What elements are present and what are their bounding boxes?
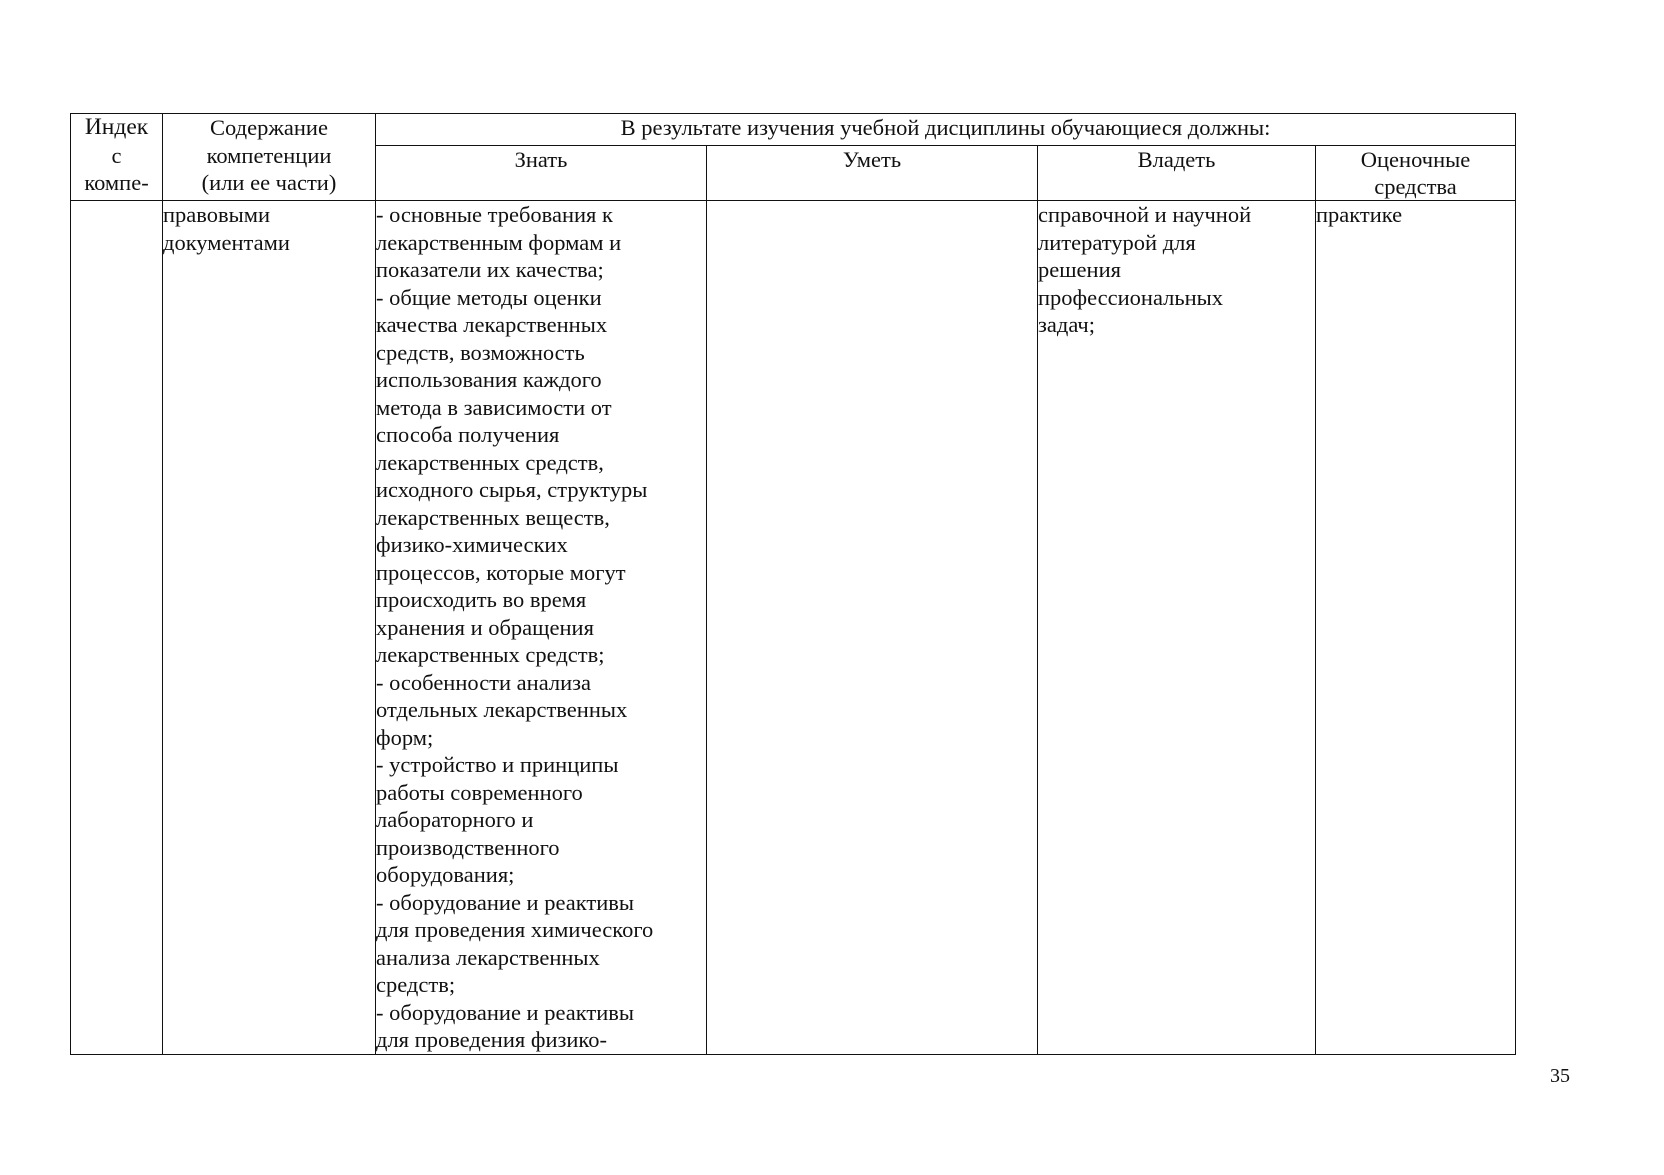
header-possess: Владеть: [1038, 146, 1316, 201]
know-line: лекарственных средств;: [376, 642, 605, 667]
possess-line: справочной и научной: [1038, 202, 1252, 227]
know-line: - особенности анализа: [376, 669, 592, 695]
know-line: производственного: [376, 834, 560, 860]
cell-can: [707, 201, 1038, 1055]
know-line: для проведения физико-: [376, 1027, 607, 1052]
know-line: средств, возможность: [376, 339, 585, 365]
know-line: средств;: [376, 972, 456, 997]
know-line: способа получения: [376, 422, 560, 447]
header-index-line: компе-: [84, 170, 149, 195]
header-index-line: с: [111, 142, 122, 168]
table-header-row: [71, 114, 1516, 146]
know-line: использования каждого: [376, 367, 602, 392]
header-assessment-tools: [1316, 146, 1516, 201]
know-line: форм;: [376, 724, 434, 750]
possess-line: литературой для: [1038, 229, 1196, 255]
header-content-line: (или ее части): [201, 170, 337, 195]
know-line: хранения и обращения: [376, 614, 594, 640]
know-line: лекарственных средств,: [376, 449, 604, 475]
know-line: исходного сырья, структуры: [376, 477, 648, 502]
know-line: показатели их качества;: [376, 257, 604, 282]
know-line: - устройство и принципы: [376, 752, 619, 777]
header-tools-line: средства: [1374, 174, 1457, 199]
header-learning-outcomes: В результате изучения учебной дисциплины обучающиеся должны:: [376, 114, 1516, 146]
possess-line: решения: [1038, 257, 1121, 282]
header-content-line: Содержание: [210, 115, 328, 140]
know-line: для проведения химического: [376, 917, 654, 942]
cell-assessment-tools: [1316, 201, 1516, 1055]
content-line: документами: [163, 229, 290, 255]
cell-possess: [1038, 201, 1316, 1055]
table-row: [71, 201, 1516, 1055]
know-line: физико-химических: [376, 532, 568, 557]
cell-competence-content: [163, 201, 376, 1055]
cell-index: [71, 201, 163, 1055]
tools-line: практике: [1316, 202, 1403, 227]
know-line: - оборудование и реактивы: [376, 999, 634, 1025]
header-can: Уметь: [707, 146, 1038, 201]
know-line: - основные требования к: [376, 202, 613, 227]
possess-line: профессиональных: [1038, 284, 1224, 310]
page-number: 35: [1550, 1065, 1570, 1087]
know-line: анализа лекарственных: [376, 944, 600, 970]
cell-know: [376, 201, 707, 1055]
know-line: лабораторного и: [376, 807, 534, 832]
competence-table: [70, 113, 1516, 1055]
header-tools-line: Оценочные: [1360, 147, 1471, 172]
header-competence-content: [163, 114, 376, 201]
know-line: - общие методы оценки: [376, 284, 602, 310]
know-line: отдельных лекарственных: [376, 697, 628, 722]
possess-line: задач;: [1038, 312, 1095, 337]
know-line: качества лекарственных: [376, 312, 608, 337]
content-line: правовыми: [163, 202, 271, 227]
header-content-line: компетенции: [206, 142, 332, 168]
know-line: лекарственных веществ,: [376, 504, 610, 530]
header-know: Знать: [376, 146, 707, 201]
know-line: работы современного: [376, 779, 583, 805]
know-line: процессов, которые могут: [376, 559, 626, 585]
know-line: происходить во время: [376, 587, 587, 612]
header-index: [71, 114, 163, 201]
know-line: оборудования;: [376, 862, 515, 887]
know-line: лекарственным формам и: [376, 229, 622, 255]
header-index-line: Индек: [84, 114, 149, 140]
know-line: метода в зависимости от: [376, 394, 612, 420]
know-line: - оборудование и реактивы: [376, 889, 634, 915]
